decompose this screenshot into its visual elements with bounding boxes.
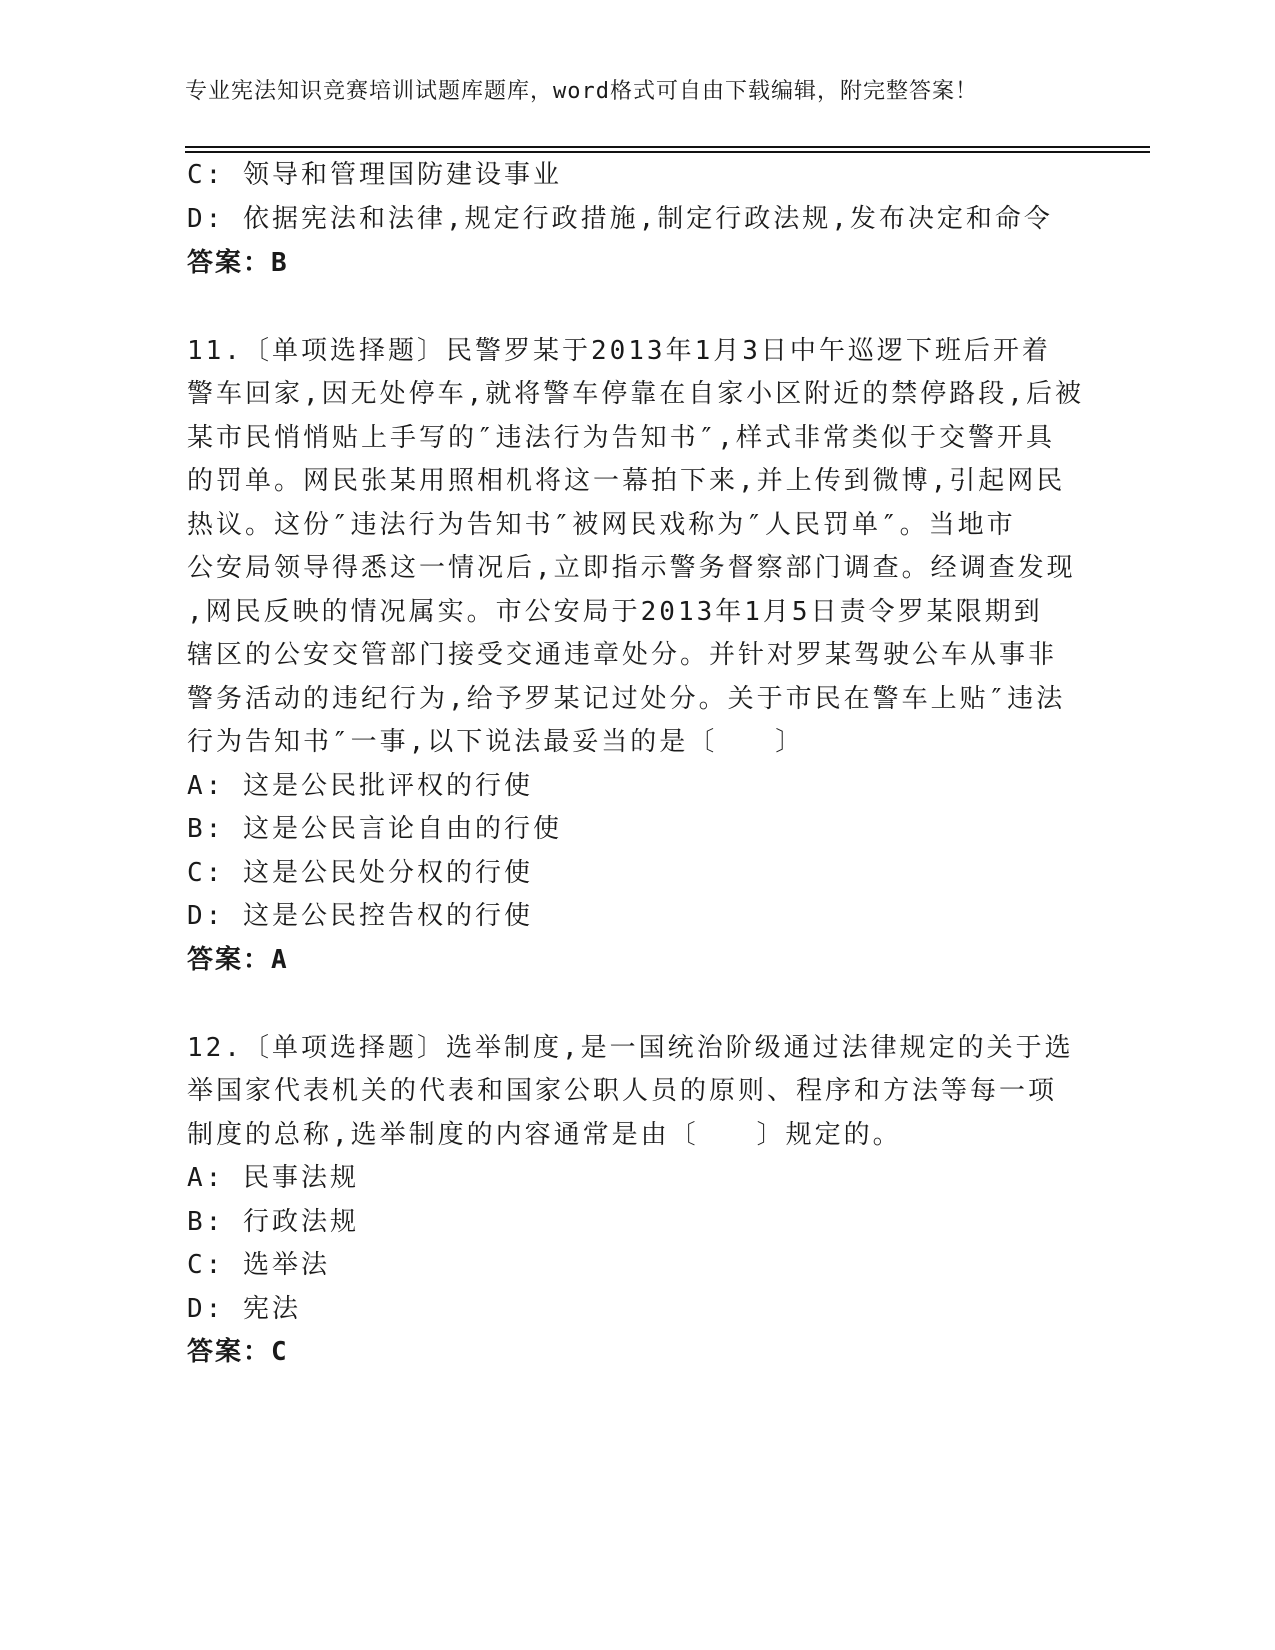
question-11-answer [187,939,289,976]
question-11-line: 的罚单。网民张某用照相机将这一幕拍下来,并上传到微博,引起网民 [187,466,1066,496]
question-11-line: 行为告知书″一事,以下说法最妥当的是〔 〕 [187,727,805,757]
question-11-option-a: A: 这是公民批评权的行使 [187,771,533,801]
page-header: 专业宪法知识竞赛培训试题库题库，word格式可自由下载编辑，附完整答案！ [185,79,978,104]
question-11-line: 警车回家,因无处停车,就将警车停靠在自家小区附近的禁停路段,后被 [187,379,1084,409]
answer-value: B [271,248,289,278]
question-12-option-a: A: 民事法规 [187,1163,359,1193]
question-11-line: 公安局领导得悉这一情况后,立即指示警务督察部门调查。经调查发现 [187,553,1076,583]
answer-value: A [271,945,289,975]
question-11-option-d: D: 这是公民控告权的行使 [187,901,533,931]
question-12-option-b: B: 行政法规 [187,1207,359,1237]
answer-value: C [271,1337,289,1367]
answer-label: 答案： [187,945,272,975]
header-rule-top [185,146,1150,148]
answer-label: 答案： [187,248,272,278]
question-11-line: 辖区的公安交管部门接受交通违章处分。并针对罗某驾驶公车从事非 [187,640,1058,670]
question-11-option-b: B: 这是公民言论自由的行使 [187,814,562,844]
question-12-line: 12.〔单项选择题〕选举制度,是一国统治阶级通过法律规定的关于选 [187,1033,1074,1063]
question-11-line: 11.〔单项选择题〕民警罗某于2013年1月3日中午巡逻下班后开着 [187,336,1051,366]
question-11-line: 某市民悄悄贴上手写的″违法行为告知书″,样式非常类似于交警开具 [187,423,1055,453]
question-12-option-d: D: 宪法 [187,1294,301,1324]
question-11-option-c: C: 这是公民处分权的行使 [187,858,533,888]
question-12-answer [187,1331,289,1368]
question-12-option-c: C: 选举法 [187,1250,330,1280]
option-c: C: 领导和管理国防建设事业 [187,160,562,190]
question-11-line: ,网民反映的情况属实。市公安局于2013年1月5日责令罗某限期到 [187,597,1043,627]
question-12-line: 制度的总称,选举制度的内容通常是由〔 〕规定的。 [187,1120,902,1150]
answer-line [187,242,289,279]
question-12-line: 举国家代表机关的代表和国家公职人员的原则、程序和方法等每一项 [187,1076,1058,1106]
question-11-line: 热议。这份″违法行为告知书″被网民戏称为″人民罚单″。当地市 [187,510,1016,540]
header-rule-bottom [185,151,1150,153]
option-d: D: 依据宪法和法律,规定行政措施,制定行政法规,发布决定和命令 [187,204,1053,234]
question-11-line: 警务活动的违纪行为,给予罗某记过处分。关于市民在警车上贴″违法 [187,684,1066,714]
answer-label: 答案： [187,1337,272,1367]
